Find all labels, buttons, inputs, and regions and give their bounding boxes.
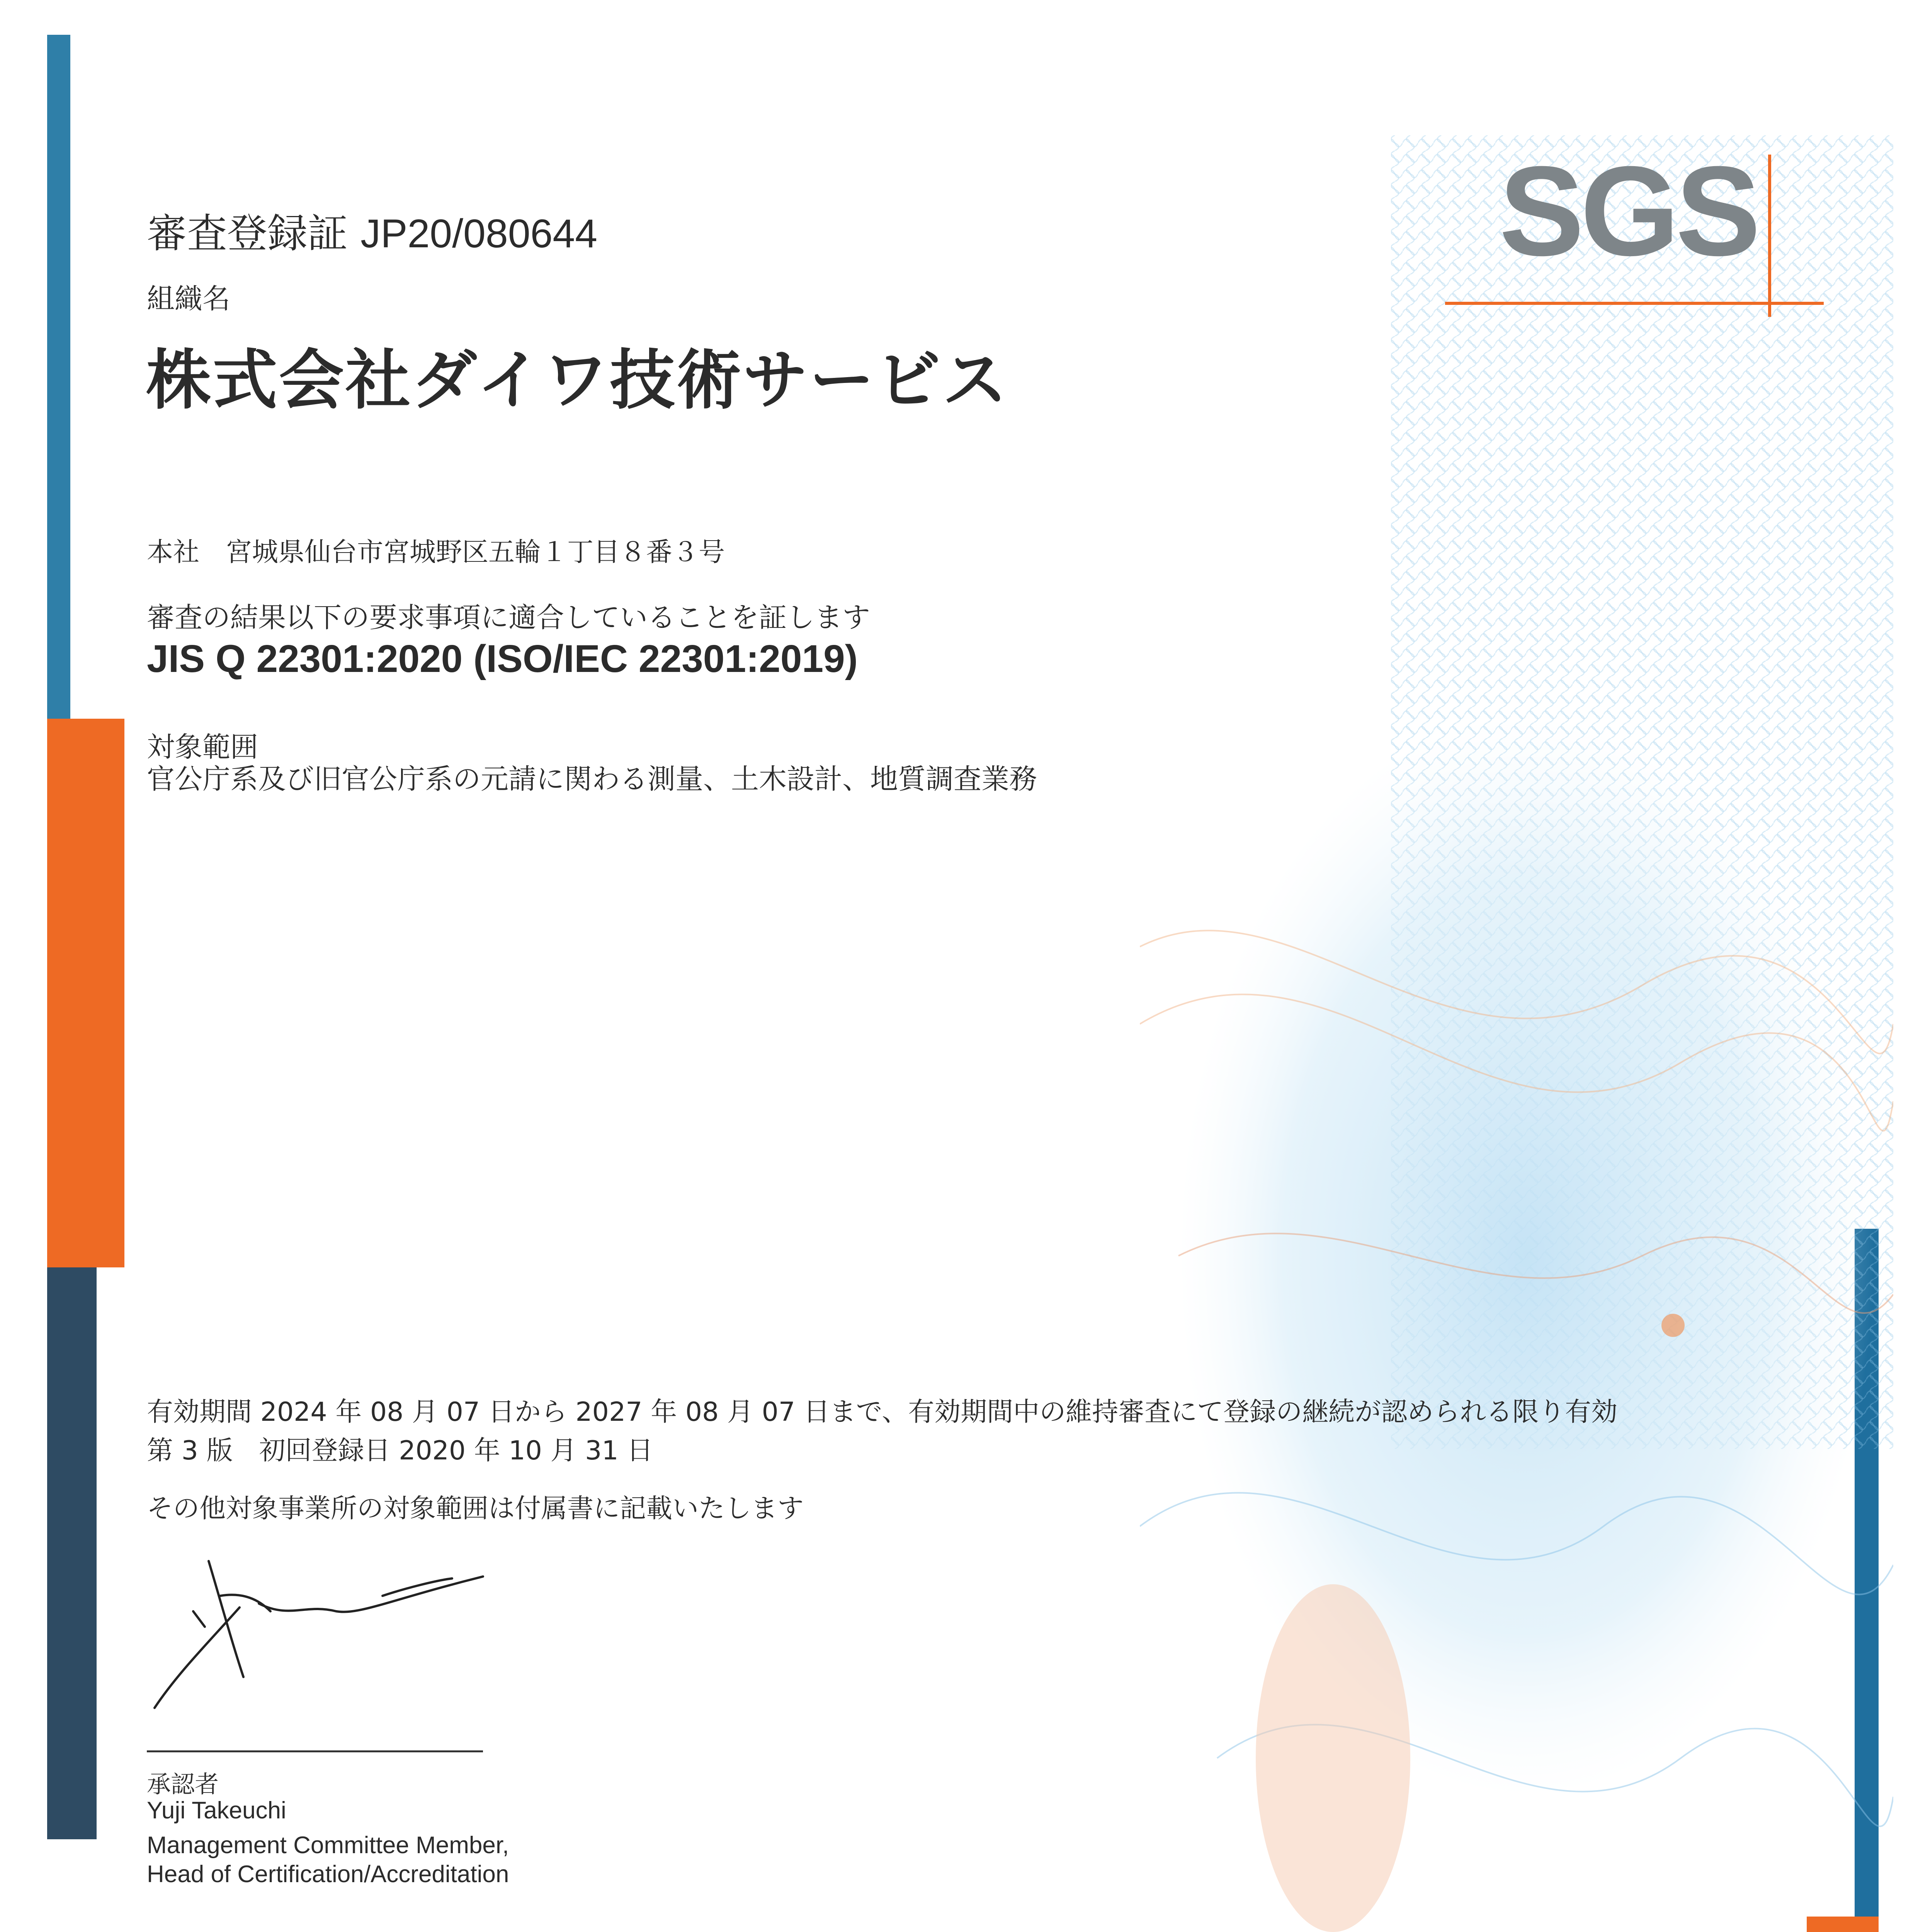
approver-label: 承認者 (147, 1770, 219, 1798)
guilloche-background (1140, 135, 1893, 1932)
certificate-number-line (147, 201, 597, 259)
organization-label: 組織名 (147, 282, 231, 315)
edition-and-initial-registration: 第 3 版 初回登録日 2020 年 10 月 31 日 (147, 1435, 653, 1466)
approver-name: Yuji Takeuchi (147, 1797, 286, 1824)
left-navy-bar (47, 1267, 97, 1839)
approver-title-line2: Head of Certification/Accreditation (147, 1861, 509, 1888)
scope-label: 対象範囲 (147, 731, 258, 763)
conformity-statement: 審査の結果以下の要求事項に適合していることを証します (147, 601, 871, 634)
validity-period: 有効期間 2024 年 08 月 07 日から 2027 年 08 月 07 日まで、有効期間中の維持審査にて登録の継続が認められる限り有効 (147, 1397, 1618, 1427)
signature-line (147, 1750, 483, 1752)
organization-name: 株式会社ダイワ技術サービス (146, 342, 1009, 418)
certificate-label: 審査登録証 (147, 210, 348, 257)
organization-address: 本社 宮城県仙台市宮城野区五輪１丁目８番３号 (147, 537, 725, 568)
sgs-logo (1445, 155, 1824, 317)
certificate-number: JP20/080644 (360, 211, 598, 256)
left-orange-bar (47, 719, 124, 1267)
standard-reference: JIS Q 22301:2020 (ISO/IEC 22301:2019) (147, 637, 858, 680)
approver-signature (143, 1546, 491, 1723)
scope-text: 官公庁系及び旧官公庁系の元請に関わる測量、土木設計、地質調査業務 (147, 763, 1037, 795)
left-blue-bar (47, 35, 70, 719)
other-sites-note: その他対象事業所の対象範囲は付属書に記載いたします (147, 1493, 804, 1524)
approver-title-line1: Management Committee Member, (147, 1832, 509, 1859)
sgs-logo-text: SGS (1499, 155, 1757, 282)
